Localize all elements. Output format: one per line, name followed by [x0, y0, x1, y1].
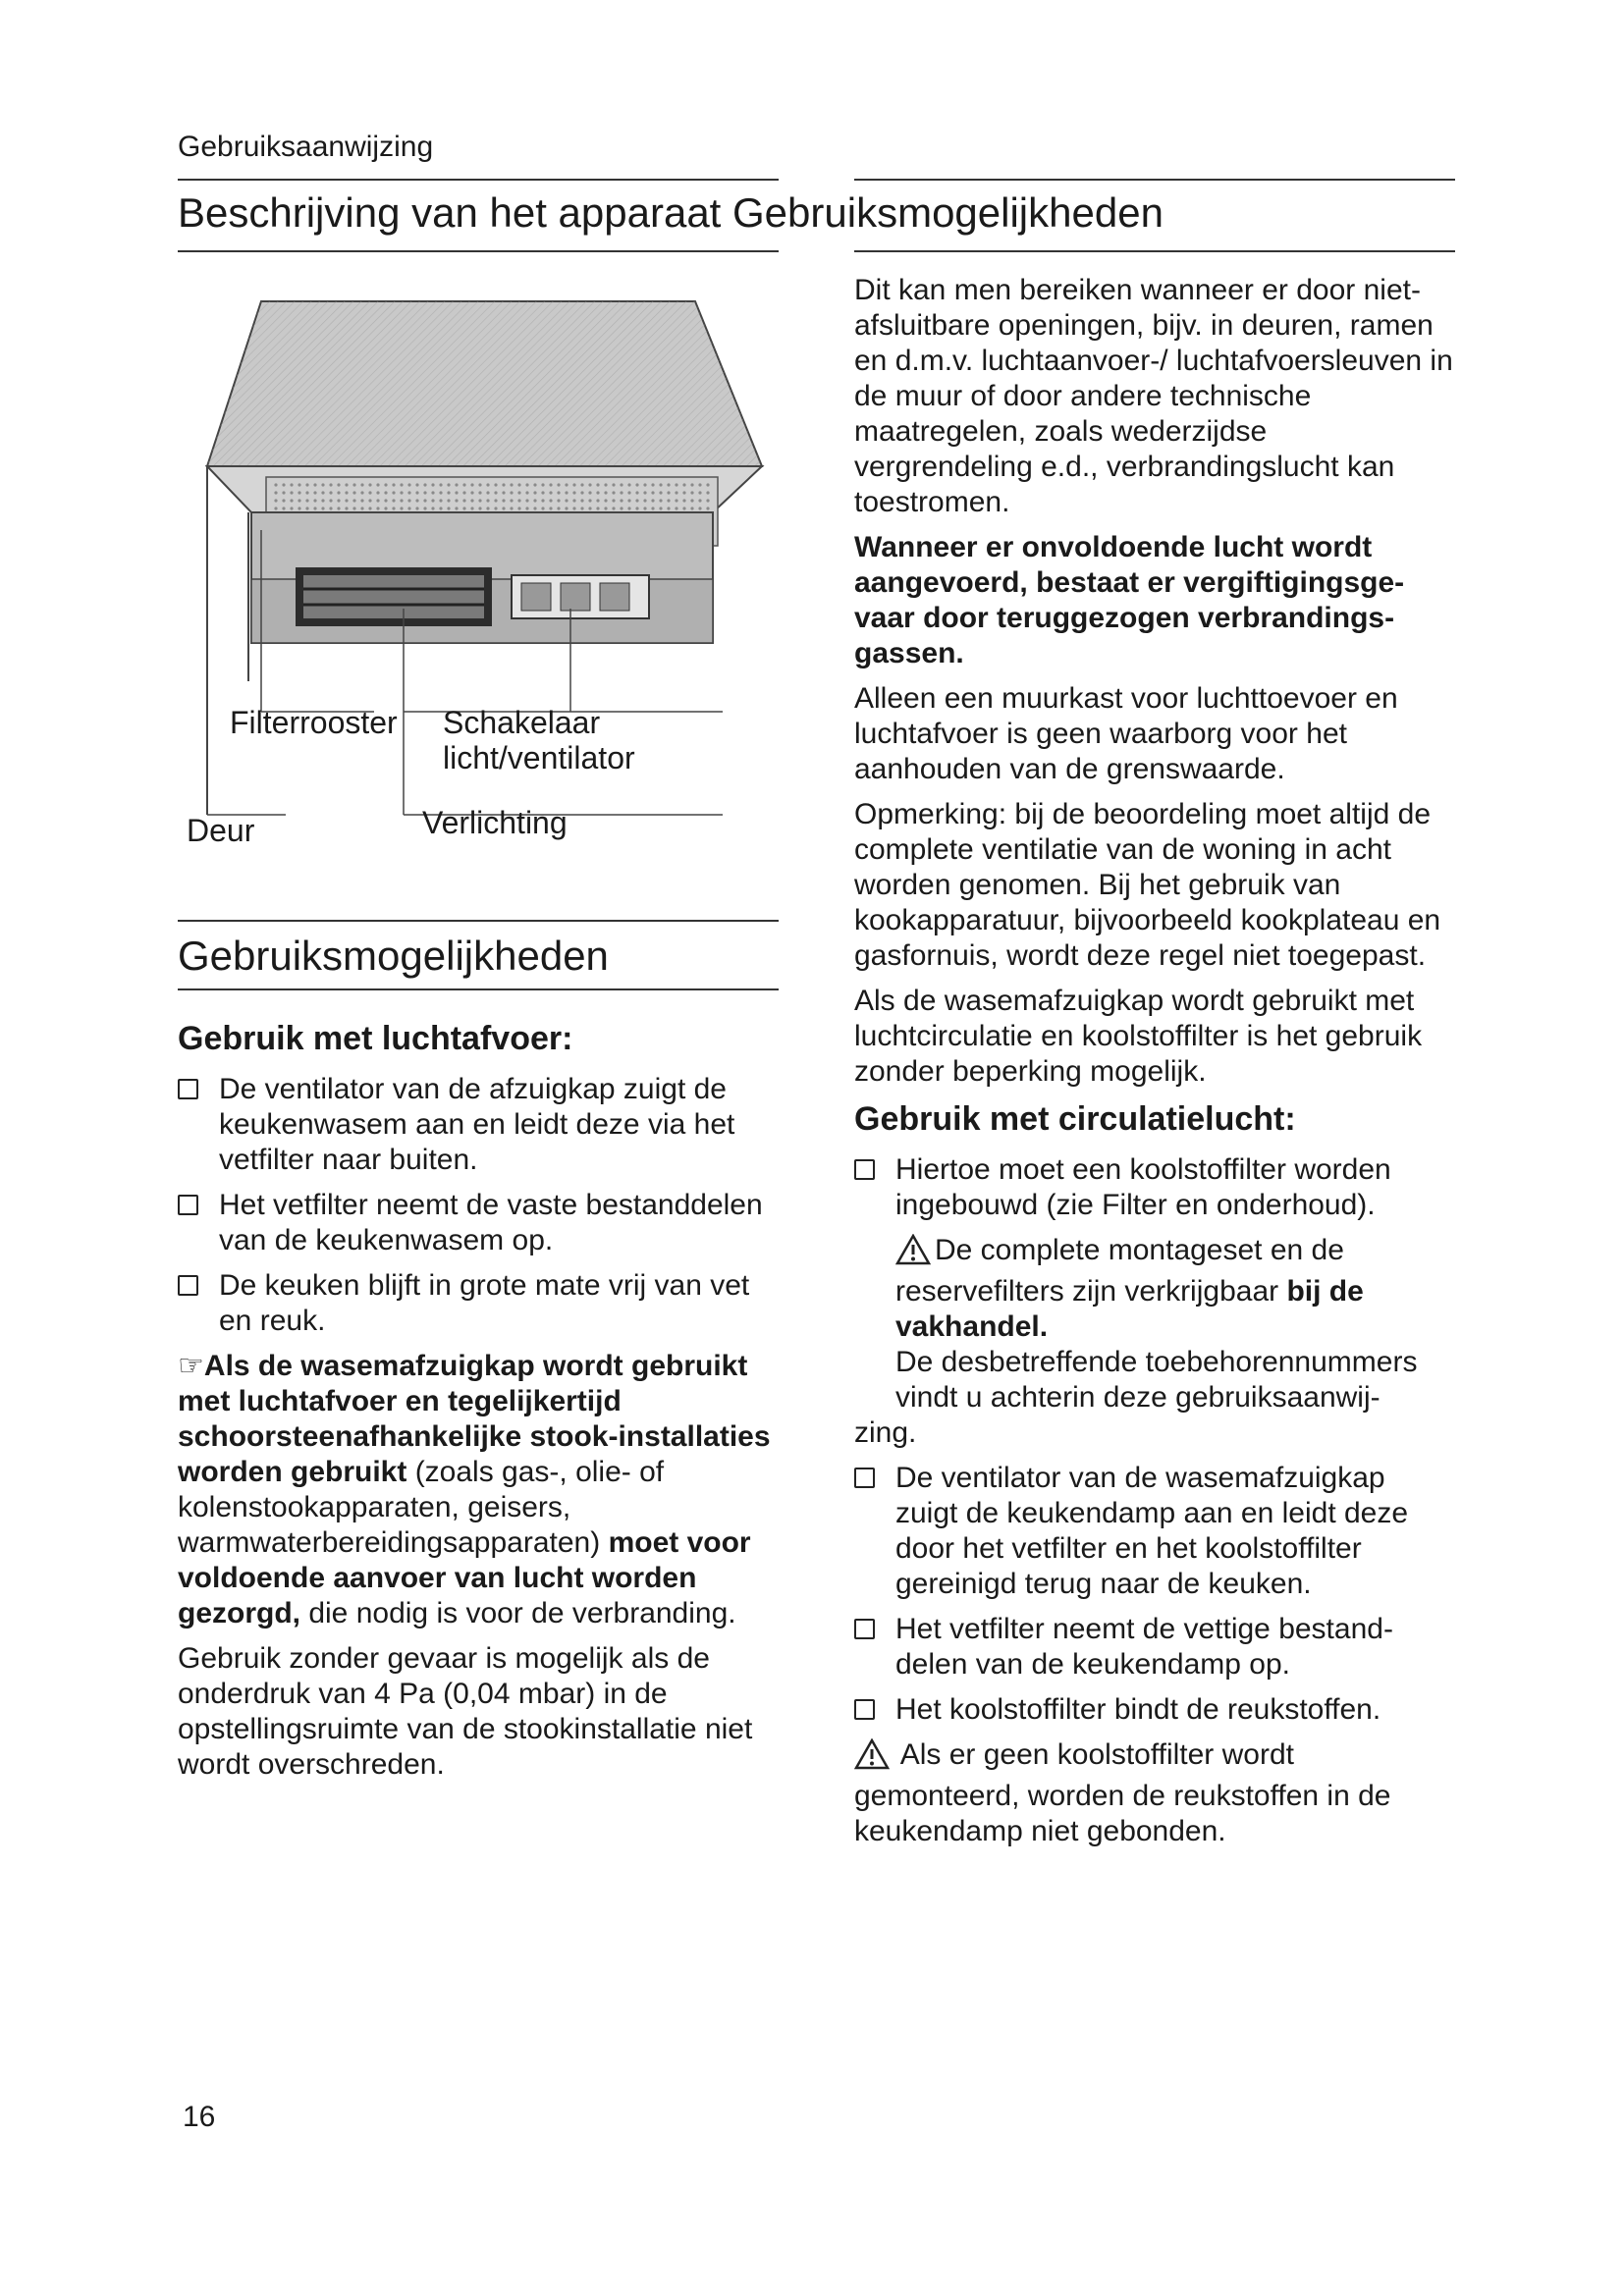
list-item: De keuken blijft in grote mate vrij van vet en reuk.	[178, 1268, 777, 1339]
title-rule-right	[854, 250, 1455, 252]
pressure-paragraph: Gebruik zonder gevaar is mogelijk als de onderdruk van 4 Pa (0,04 mbar) in de opstellingsruimte van de stookinstallatie niet wordt overschreden.	[178, 1642, 753, 1781]
range-hood-illustration	[178, 285, 779, 874]
paragraph-openingen: Dit kan men bereiken wanneer er door niet-afsluitbare openingen, bijv. in deuren, ramen en d.m.v. luchtaanvoer-/ luchtafvoersleuven in de muur of door andere technische maatregelen, zoals wederzijdse vergrendeling e.d., verbrandingslucht kan toestromen.	[854, 274, 1453, 518]
note-paragraph: ☞Als de wasemafzuigkap wordt gebruikt met luchtafvoer en tegelijkertijd schoorsteenafhankelijke stook-installaties worden gebruikt (zoals gas-, olie- of kolenstookapparaten, geisers, warmwaterbereidingsapparaten) moet voor voldoende aanvoer van lucht worden gezorgd, die nodig is voor de verbranding.	[178, 1350, 771, 1629]
checkbox-bullet-icon	[854, 1699, 875, 1720]
warning-vergiftigingsgevaar: Wanneer er onvoldoende lucht wordt aangevoerd, bestaat er vergiftigingsge-vaar door teruggezogen verbrandings-gassen.	[854, 531, 1405, 669]
section-rule-bottom	[178, 988, 779, 990]
label-filterrooster: Filterrooster	[230, 705, 398, 740]
document-header-label: Gebruiksaanwijzing	[178, 131, 434, 163]
header-rule-right	[854, 179, 1455, 181]
label-verlichting: Verlichting	[422, 805, 568, 840]
title-left: Beschrijving van het apparaat	[178, 189, 722, 236]
checkbox-bullet-icon	[854, 1619, 875, 1639]
checkbox-bullet-icon	[178, 1079, 198, 1099]
list-item: Het vetfilter neemt de vettige bestand-delen van de keukendamp op.	[854, 1612, 1453, 1682]
list-item: De ventilator van de wasemafzuigkap zuigt de keukendamp aan en leidt deze door het vetfilter en het koolstoffilter gereinigd terug naar de keuken.	[854, 1461, 1453, 1602]
list-item: Hiertoe moet een koolstoffilter worden ingebouwd (zie Filter en onderhoud).	[854, 1152, 1453, 1223]
section-title: Gebruiksmogelijkheden	[178, 933, 609, 979]
title-rule-left	[178, 250, 779, 252]
list-item: Het koolstoffilter bindt de reukstoffen.	[854, 1692, 1453, 1728]
appliance-diagram	[178, 285, 779, 874]
right-column-content	[854, 273, 1453, 1859]
paragraph-muurkast: Alleen een muurkast voor luchttoevoer en luchtafvoer is geen waarborg voor het aanhouden van de grenswaarde.	[854, 682, 1398, 785]
title-right: Gebruiksmogelijkheden	[732, 189, 1164, 236]
label-licht-ventilator: licht/ventilator	[443, 740, 635, 775]
header-rule-left	[178, 179, 779, 181]
page-title	[178, 189, 1164, 237]
page-number: 16	[183, 2101, 216, 2133]
list-item: De ventilator van de afzuigkap zuigt de keukenwasem aan en leidt deze via het vetfilter naar buiten.	[178, 1072, 777, 1178]
warning-triangle-icon	[854, 1738, 890, 1779]
label-schakelaar: Schakelaar	[443, 705, 601, 740]
subheading-circulatielucht: Gebruik met circulatielucht:	[854, 1100, 1296, 1138]
label-deur: Deur	[187, 813, 255, 848]
paragraph-opmerking: Opmerking: bij de beoordeling moet altijd de complete ventilatie van de woning in acht worden genomen. Bij het gebruik van kookapparatuur, bijvoorbeeld kookplateau en gasfornuis, wordt deze regel niet toegepast.	[854, 798, 1441, 972]
subheading-luchtafvoer: Gebruik met luchtafvoer:	[178, 1020, 573, 1057]
list-item: Het vetfilter neemt de vaste bestanddelen van de keukenwasem op.	[178, 1188, 777, 1258]
checkbox-bullet-icon	[178, 1275, 198, 1296]
montage-note: De complete montageset en de reservefilters zijn verkrijgbaar bij de vakhandel. De desbetreffende toebehorennummers vindt u achterin deze gebruiksaanwij-	[895, 1234, 1418, 1414]
left-column-content	[178, 1019, 777, 1792]
paragraph-luchtcirculatie: Als de wasemafzuigkap wordt gebruikt met luchtcirculatie en koolstoffilter is het gebruik zonder beperking mogelijk.	[854, 985, 1423, 1088]
checkbox-bullet-icon	[854, 1159, 875, 1180]
pointing-hand-icon: ☞	[178, 1350, 204, 1382]
final-warning: Als er geen koolstoffilter wordt gemonteerd, worden de reukstoffen in de keukendamp niet gebonden.	[854, 1738, 1391, 1847]
checkbox-bullet-icon	[854, 1468, 875, 1488]
montage-tail: zing.	[854, 1416, 917, 1449]
checkbox-bullet-icon	[178, 1195, 198, 1215]
section-rule-top	[178, 920, 779, 922]
warning-triangle-icon	[895, 1234, 931, 1274]
